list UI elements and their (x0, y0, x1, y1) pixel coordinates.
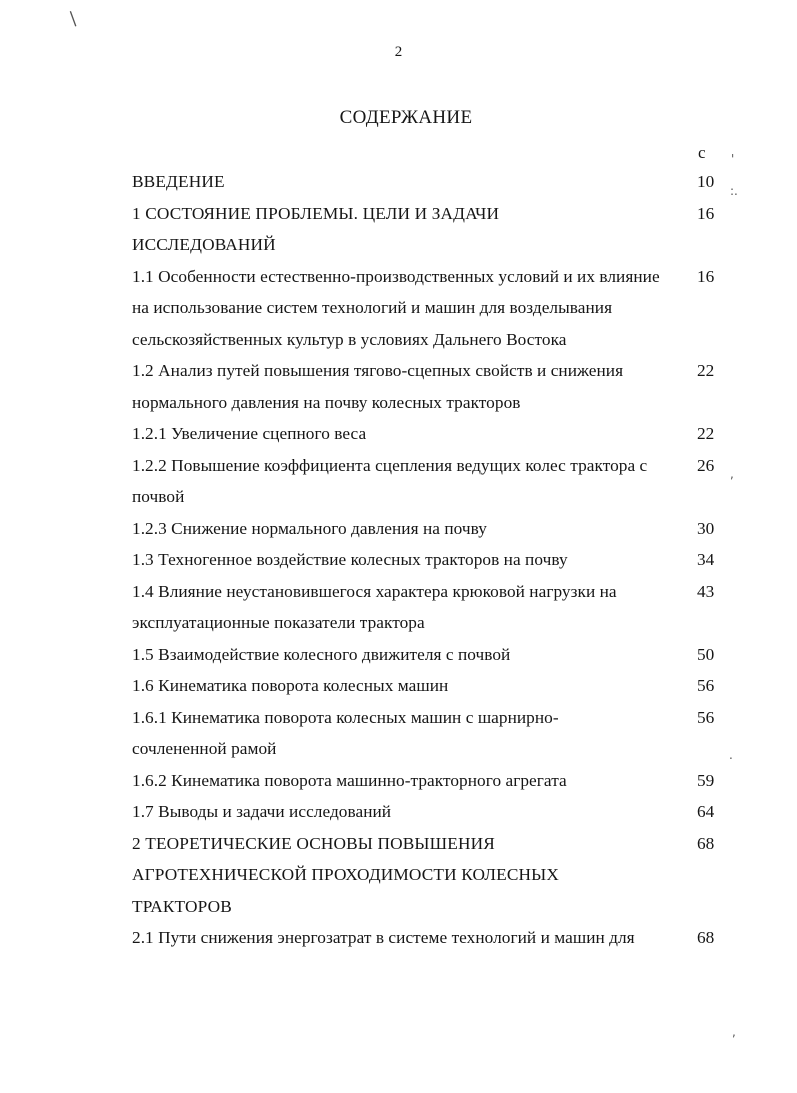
toc-entry-text: 1 СОСТОЯНИЕ ПРОБЛЕМЫ. ЦЕЛИ И ЗАДАЧИ ИССЛЕДОВАНИЙ (132, 203, 500, 254)
toc-entry-page: 22 (697, 361, 715, 380)
toc-entry-text: 2 ТЕОРЕТИЧЕСКИЕ ОСНОВЫ ПОВЫШЕНИЯ АГРОТЕХНИЧЕСКОЙ ПРОХОДИМОСТИ КОЛЕСНЫХ ТРАКТОРОВ (132, 833, 559, 916)
toc-entry-text: 1.6.1 Кинематика поворота колесных машин с шарнирно-сочлененной рамой (132, 707, 559, 758)
toc-entry-text: 1.2 Анализ путей повышения тягово-сцепных свойств и снижения нормального давления на почву колесных тракторов (132, 361, 624, 412)
toc-entry-page: 68 (697, 928, 715, 947)
toc-entry-text: ВВЕДЕНИЕ (132, 172, 225, 191)
toc-entry-text: 1.5 Взаимодействие колесного движителя с почвой (132, 644, 511, 664)
toc-entry-text: 1.4 Влияние неустановившегося характера крюковой нагрузки на эксплуатационные показатели трактора (132, 581, 617, 632)
toc-entry-text: 1.2.1 Увеличение сцепного веса (132, 424, 367, 443)
toc-entry-page: 56 (697, 676, 715, 695)
toc-entry-page: 26 (697, 455, 715, 475)
toc-entry-text: 1.7 Выводы и задачи исследований (132, 802, 392, 821)
toc-title: СОДЕРЖАНИЕ (339, 107, 473, 128)
toc-entry-page: 43 (697, 581, 715, 601)
table-of-contents (132, 166, 732, 954)
scan-mark: , (730, 467, 734, 481)
toc-entry (132, 166, 732, 198)
toc-entry-text: 1.2.3 Снижение нормального давления на почву (132, 518, 487, 538)
page-number: 2 (394, 44, 403, 60)
toc-entry-text: 1.3 Техногенное воздействие колесных тракторов на почву (132, 550, 568, 569)
toc-entry (132, 639, 732, 671)
toc-entry (132, 261, 732, 356)
toc-entry (132, 355, 732, 418)
toc-entry (132, 922, 732, 954)
toc-entry (132, 418, 732, 450)
toc-entry (132, 198, 732, 261)
toc-entry-page: 64 (697, 802, 715, 821)
toc-entry-text: 1.6 Кинематика поворота колесных машин (132, 676, 449, 695)
scan-mark: | (66, 7, 79, 28)
toc-entry-page: 10 (697, 172, 715, 191)
toc-entry-page: 59 (697, 770, 715, 790)
toc-entry (132, 544, 732, 576)
toc-entry (132, 450, 732, 513)
scan-mark: , (732, 1025, 736, 1039)
page-column-header: с (698, 143, 706, 162)
toc-entry (132, 796, 732, 828)
toc-entry-page: 34 (697, 550, 715, 569)
scan-mark: . (729, 748, 733, 762)
toc-entry-page: 68 (697, 833, 715, 853)
scan-mark: :. (730, 184, 738, 198)
toc-entry (132, 670, 732, 702)
toc-entry-page: 56 (697, 707, 715, 727)
toc-entry-text: 2.1 Пути снижения энергозатрат в системе технологий и машин для (132, 928, 635, 947)
toc-entry (132, 828, 732, 923)
toc-entry (132, 765, 732, 797)
toc-entry-text: 1.6.2 Кинематика поворота машинно-тракторного агрегата (132, 770, 567, 790)
toc-entry (132, 576, 732, 639)
toc-entry (132, 513, 732, 545)
toc-entry-page: 22 (697, 424, 715, 443)
scan-mark: ' (731, 152, 735, 166)
toc-entry-page: 16 (697, 266, 715, 286)
toc-entry-page: 16 (697, 203, 715, 223)
toc-entry-page: 50 (697, 644, 715, 664)
toc-entry-text: 1.1 Особенности естественно-производственных условий и их влияние на использование систем технологий и машин для возделывания сельскозяйственных культур в условиях Дальнего Востока (132, 266, 660, 349)
toc-entry (132, 702, 732, 765)
toc-entry-text: 1.2.2 Повышение коэффициента сцепления ведущих колес трактора с почвой (132, 455, 648, 506)
toc-entry-page: 30 (697, 518, 715, 538)
